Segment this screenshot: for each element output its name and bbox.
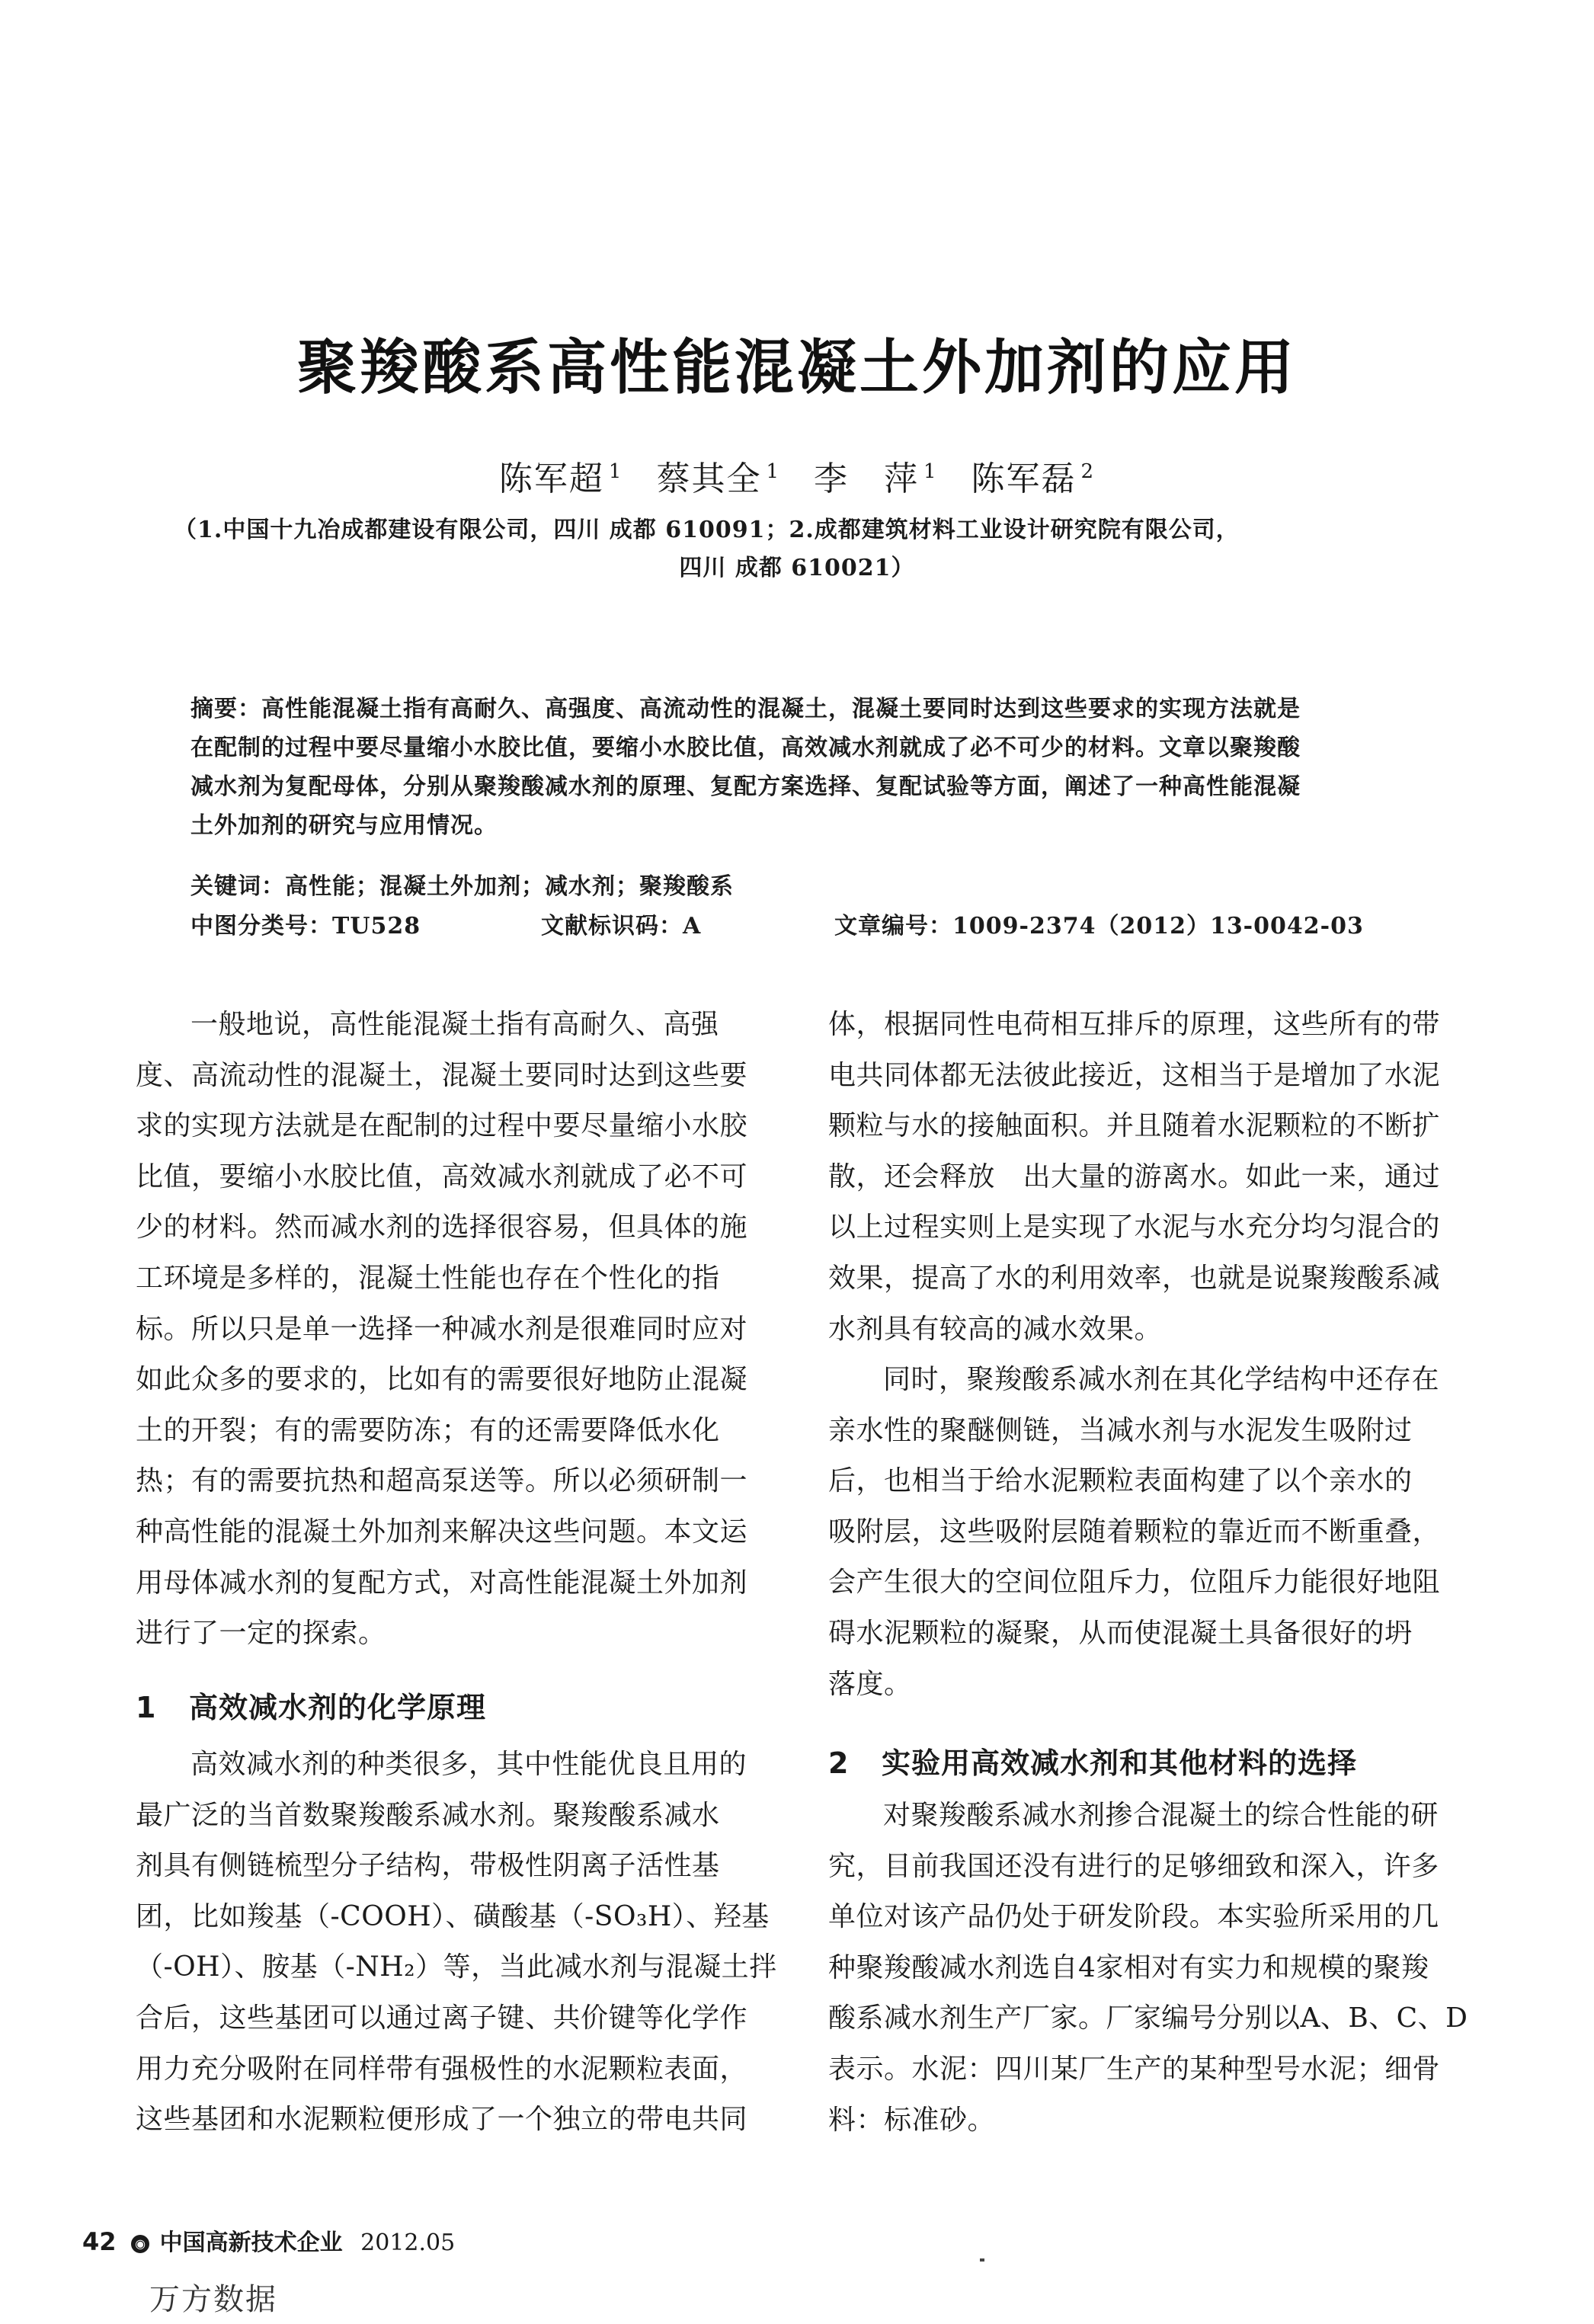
- issue-date: 2012.05: [360, 2230, 456, 2256]
- author-affiliation-mark: 2: [1080, 460, 1096, 484]
- line-text: 进行了一定的探索。: [136, 1618, 386, 1650]
- text-line: [136, 1791, 777, 1842]
- text-line: [828, 1152, 1440, 1203]
- text-line: [136, 1609, 747, 1660]
- line-text: （-OH）、胺基（-NH₂）等，当此减水剂与混凝土拌: [136, 1951, 777, 1983]
- line-text: 水剂具有较高的减水效果。: [828, 1313, 1163, 1345]
- text-line: [136, 1507, 747, 1558]
- author-name: 蔡其全: [656, 459, 762, 498]
- journal-logo-icon: ◉: [131, 2235, 149, 2253]
- line-text: 电共同体都无法彼此接近，这相当于是增加了水泥: [828, 1059, 1441, 1091]
- section-1-title: 高效减水剂的化学原理: [189, 1691, 487, 1724]
- author-name: 陈军超: [498, 459, 604, 498]
- text-line: [828, 1101, 1440, 1152]
- line-text: 用力充分吸附在同样带有强极性的水泥颗粒表面，: [136, 2053, 748, 2085]
- abstract: [190, 690, 1425, 845]
- line-text: 工环境是多样的，混凝土性能也存在个性化的指: [136, 1262, 720, 1294]
- line-text: 落度。: [828, 1668, 912, 1700]
- paper-title: 聚羧酸系高性能混凝土外加剂的应用: [296, 334, 1297, 402]
- text-line: [828, 1202, 1440, 1253]
- text-line: [828, 1051, 1440, 1102]
- abstract-text: 在配制的过程中要尽量缩小水胶比值，要缩小水胶比值，高效减水剂就成了必不可少的材料。文章以聚羧酸: [190, 735, 1301, 761]
- text-line: [136, 1051, 747, 1102]
- abstract-line: [190, 690, 1425, 728]
- author-list: [0, 451, 1594, 500]
- keywords-label: 关键词：: [190, 873, 285, 900]
- text-line: [828, 1660, 1440, 1711]
- text-line: [828, 1000, 1440, 1051]
- article-number: [834, 907, 1364, 946]
- page-number: 42: [82, 2227, 117, 2256]
- journal-name: 中国高新技术企业: [159, 2230, 343, 2256]
- line-text: 度、高流动性的混凝土，混凝土要同时达到这些要: [136, 1059, 748, 1091]
- text-line: [828, 1304, 1440, 1356]
- keywords: [190, 867, 734, 906]
- abstract-label: 摘要：: [190, 696, 261, 722]
- text-line: [136, 2095, 777, 2146]
- abstract-text: 土外加剂的研究与应用情况。: [190, 812, 498, 839]
- line-text: 用母体减水剂的复配方式，对高性能混凝土外加剂: [136, 1567, 748, 1599]
- line-text: 标。所以只是单一选择一种减水剂是很难同时应对: [136, 1313, 748, 1345]
- line-text: 单位对该产品仍处于研发阶段。本实验所采用的几: [828, 1901, 1439, 1933]
- line-text: 体，根据同性电荷相互排斥的原理，这些所有的带: [828, 1009, 1441, 1040]
- right-paragraph-2: [828, 1355, 1440, 1710]
- line-text: 酸系减水剂生产厂家。厂家编号分别以A、B、C、D: [828, 2002, 1468, 2034]
- text-line: [136, 1942, 777, 1993]
- intro-paragraph: [136, 1000, 747, 1660]
- line-text: 表示。水泥：四川某厂生产的某种型号水泥；细骨: [828, 2053, 1441, 2085]
- author-2: [656, 459, 780, 498]
- author-affiliation-mark: 1: [766, 460, 780, 484]
- line-text: 散，还会释放 出大量的游离水。如此一来，通过: [828, 1160, 1441, 1192]
- text-line: [136, 1740, 777, 1791]
- text-line: [828, 1993, 1468, 2044]
- text-line: [828, 1406, 1440, 1457]
- text-line: [828, 1842, 1468, 1893]
- text-line: [136, 1101, 747, 1152]
- document-code: [541, 907, 701, 946]
- line-text: 求的实现方法就是在配制的过程中要尽量缩小水胶: [136, 1110, 748, 1142]
- text-line: [828, 2095, 1468, 2146]
- text-line: [136, 1152, 747, 1203]
- page-footer: [82, 2223, 455, 2257]
- affiliation-line-1: （1.中国十九冶成都建设有限公司，四川 成都 610091；2.成都建筑材料工业设计研究院有限公司，: [174, 517, 1240, 543]
- text-line: [136, 1841, 777, 1892]
- section-2-number: 2: [828, 1746, 850, 1780]
- line-text: 团，比如羧基（-COOH）、磺酸基（-SO₃H）、羟基: [136, 1900, 770, 1932]
- line-text: 碍水泥颗粒的凝聚，从而使混凝土具备很好的坍: [828, 1617, 1413, 1649]
- author-affiliation-mark: 1: [608, 460, 623, 484]
- line-text: 究，目前我国还没有进行的足够细致和深入，许多: [828, 1850, 1439, 1882]
- section-1-heading: [136, 1684, 486, 1726]
- text-line: [136, 1892, 777, 1943]
- text-line: [136, 1304, 747, 1356]
- line-text: 最广泛的当首数聚羧酸系减水剂。聚羧酸系减水: [136, 1799, 720, 1831]
- author-name: 李 萍: [814, 459, 919, 498]
- section-1-number: 1: [136, 1691, 157, 1724]
- line-text: 热；有的需要抗热和超高泵送等。所以必须研制一: [136, 1465, 748, 1497]
- line-text: 高效减水剂的种类很多，其中性能优良且用的: [190, 1749, 747, 1780]
- text-line: [828, 1943, 1468, 1994]
- article-no-value: 1009-2374（2012）13-0042-03: [952, 913, 1364, 940]
- abstract-line: [190, 728, 1425, 767]
- section-1-paragraph: [136, 1740, 777, 2146]
- line-text: 料：标准砂。: [828, 2104, 996, 2136]
- line-text: 吸附层，这些吸附层随着颗粒的靠近而不断重叠，: [828, 1516, 1441, 1548]
- line-text: 亲水性的聚醚侧链，当减水剂与水泥发生吸附过: [828, 1414, 1413, 1446]
- keywords-text: 高性能；混凝土外加剂；减水剂；聚羧酸系: [285, 873, 734, 900]
- text-line: [828, 1892, 1468, 1943]
- scan-speck: [980, 2258, 984, 2262]
- line-text: 种高性能的混凝土外加剂来解决这些问题。本文运: [136, 1516, 748, 1548]
- clc-label: 中图分类号：: [190, 913, 332, 940]
- text-line: [828, 1507, 1440, 1558]
- author-name: 陈军磊: [971, 459, 1077, 498]
- text-line: [136, 1355, 747, 1406]
- line-text: 剂具有侧链梳型分子结构，带极性阴离子活性基: [136, 1850, 720, 1882]
- author-1: [499, 459, 623, 498]
- doc-code-value: A: [683, 913, 702, 940]
- line-text: 合后，这些基团可以通过离子键、共价键等化学作: [136, 2002, 748, 2034]
- affiliation-line-2: 四川 成都 610021）: [679, 555, 915, 581]
- abstract-line: [190, 806, 1425, 845]
- author-3: [814, 459, 938, 498]
- text-line: [828, 1557, 1440, 1609]
- line-text: 会产生很大的空间位阻斥力，位阻斥力能很好地阻: [828, 1567, 1441, 1599]
- text-line: [828, 1609, 1440, 1660]
- text-line: [828, 1791, 1468, 1842]
- clc-value: TU528: [332, 913, 421, 940]
- line-text: 少的材料。然而减水剂的选择很容易，但具体的施: [136, 1212, 748, 1244]
- line-text: 这些基团和水泥颗粒便形成了一个独立的带电共同: [136, 2104, 748, 2136]
- line-text: 效果，提高了水的利用效率，也就是说聚羧酸系减: [828, 1262, 1441, 1294]
- line-text: 土的开裂；有的需要防冻；有的还需要降低水化: [136, 1414, 720, 1446]
- right-paragraph-1: [828, 1000, 1440, 1355]
- watermark: 万方数据: [149, 2282, 277, 2317]
- clc-number: [190, 907, 421, 946]
- abstract-text: 减水剂为复配母体，分别从聚羧酸减水剂的原理、复配方案选择、复配试验等方面，阐述了一种高性能混凝: [190, 773, 1301, 800]
- text-line: [828, 2044, 1468, 2095]
- text-line: [136, 1406, 747, 1457]
- line-text: 一般地说，高性能混凝土指有高耐久、高强: [190, 1009, 719, 1040]
- line-text: 后，也相当于给水泥颗粒表面构建了以个亲水的: [828, 1465, 1413, 1497]
- abstract-line: [190, 767, 1425, 806]
- line-text: 颗粒与水的接触面积。并且随着水泥颗粒的不断扩: [828, 1110, 1441, 1142]
- author-affiliation-mark: 1: [923, 460, 938, 484]
- text-line: [136, 1558, 747, 1609]
- section-2-heading: [828, 1740, 1357, 1781]
- text-line: [136, 1000, 747, 1051]
- abstract-text: 高性能混凝土指有高耐久、高强度、高流动性的混凝土，混凝土要同时达到这些要求的实现方法就是: [261, 696, 1301, 722]
- line-text: 同时，聚羧酸系减水剂在其化学结构中还存在: [883, 1364, 1440, 1395]
- line-text: 比值，要缩小水胶比值，高效减水剂就成了必不可: [136, 1160, 748, 1192]
- author-4: [971, 459, 1096, 498]
- line-text: 如此众多的要求的，比如有的需要很好地防止混凝: [136, 1364, 748, 1396]
- line-text: 种聚羧酸减水剂选自4家相对有实力和规模的聚羧: [828, 1951, 1429, 1983]
- doc-code-label: 文献标识码：: [541, 913, 683, 940]
- line-text: 以上过程实则上是实现了水泥与水充分均匀混合的: [828, 1212, 1441, 1244]
- text-line: [136, 2044, 777, 2095]
- line-text: 对聚羧酸系减水剂掺合混凝土的综合性能的研: [883, 1800, 1439, 1831]
- text-line: [136, 1993, 777, 2044]
- text-line: [828, 1253, 1440, 1304]
- section-2-paragraph: [828, 1791, 1468, 2146]
- text-line: [828, 1355, 1440, 1406]
- section-2-title: 实验用高效减水剂和其他材料的选择: [882, 1746, 1358, 1780]
- text-line: [136, 1202, 747, 1253]
- text-line: [136, 1253, 747, 1304]
- text-line: [828, 1456, 1440, 1507]
- article-no-label: 文章编号：: [834, 913, 952, 940]
- text-line: [136, 1456, 747, 1507]
